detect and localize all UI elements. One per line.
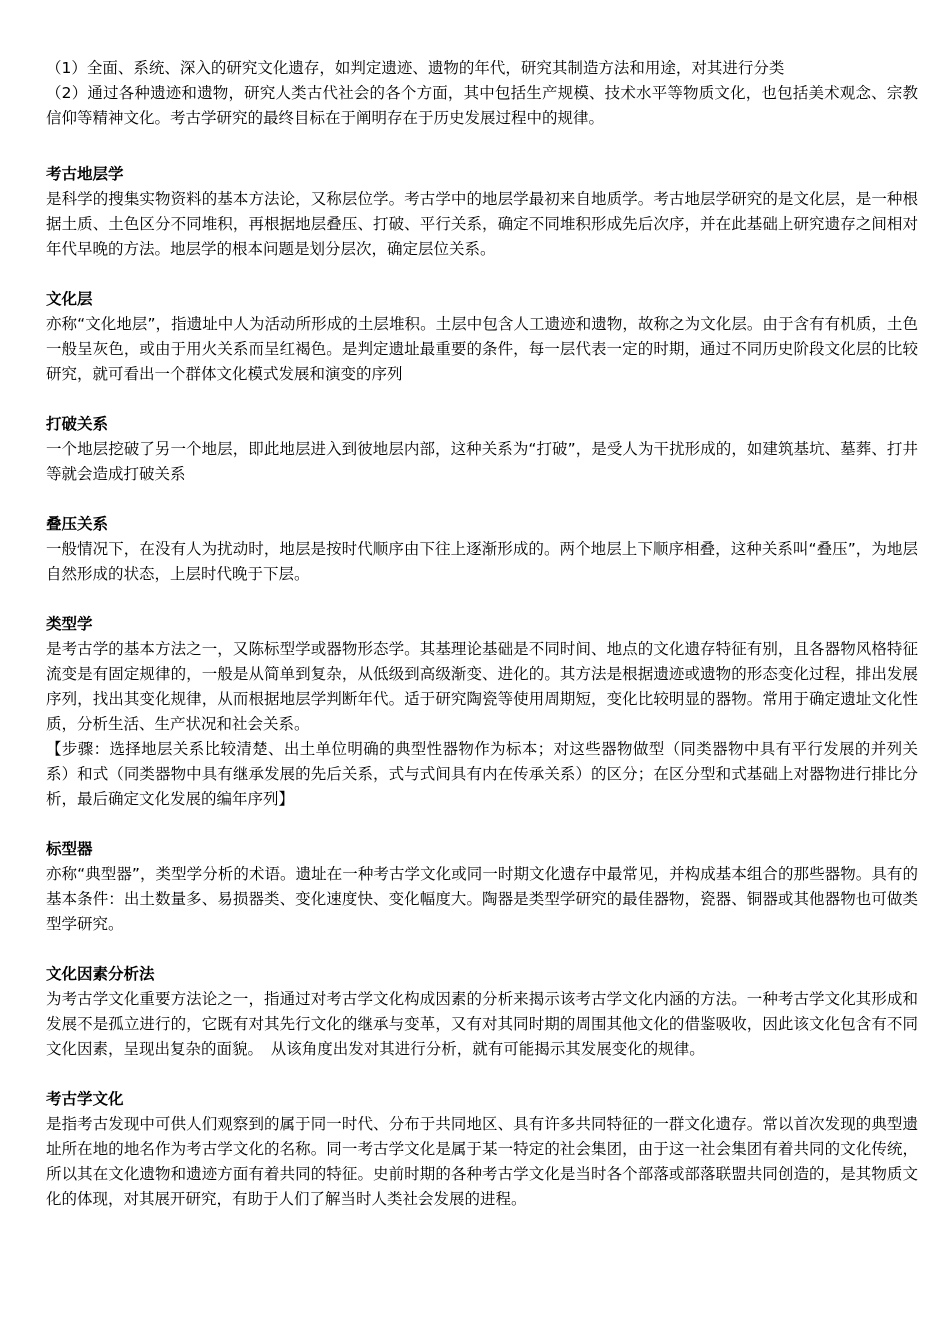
document-page [46, 56, 918, 1237]
entry-archaeological-culture [46, 1087, 918, 1212]
entry-definition: 是指考古发现中可供人们观察到的属于同一时代、分布于共同地区、具有许多共同特征的一群文化遗存。常以首次发现的典型遗址所在地的地名作为考古学文化的名称。同一考古学文化是属于某一特定的社会集团，由于这一社会集团有着共同的文化传统，所以其在文化遗物和遗迹方面有着共同的特征。史前时期的各种考古学文化是当时各个部落或部落联盟共同创造的，是其物质文化的体现，对其展开研究，有助于人们了解当时人类社会发展的进程。 [46, 1115, 918, 1208]
entry-cultural-factor-analysis [46, 962, 918, 1062]
entry-steps: 【步骤：选择地层关系比较清楚、出土单位明确的典型性器物作为标本；对这些器物做型（同类器物中具有平行发展的并列关系）和式（同类器物中具有继承发展的先后关系，式与式间具有内在传承关系）的区分；在区分型和式基础上对器物进行排比分析，最后确定文化发展的编年序列】 [46, 740, 918, 808]
entry-definition: 一个地层挖破了另一个地层，即此地层进入到彼地层内部，这种关系为“打破”，是受人为干扰形成的，如建筑基坑、墓葬、打井等就会造成打破关系 [46, 440, 918, 483]
entry-superposition-relation [46, 512, 918, 587]
entry-term: 考古学文化 [46, 1090, 124, 1108]
intro-section [46, 56, 918, 131]
intro-point-1: （1）全面、系统、深入的研究文化遗存，如判定遗迹、遗物的年代，研究其制造方法和用途，对其进行分类 [46, 59, 785, 77]
entry-definition: 一般情况下，在没有人为扰动时，地层是按时代顺序由下往上逐渐形成的。两个地层上下顺序相叠，这种关系叫“叠压”，为地层自然形成的状态，上层时代晚于下层。 [46, 540, 918, 583]
entry-typology [46, 612, 918, 812]
entry-definition: 是科学的搜集实物资料的基本方法论，又称层位学。考古学中的地层学最初来自地质学。考古地层学研究的是文化层，是一种根据土质、土色区分不同堆积，再根据地层叠压、打破、平行关系，确定不同堆积形成先后次序，并在此基础上研究遗存之间相对年代早晚的方法。地层学的根本问题是划分层次，确定层位关系。 [46, 190, 918, 258]
entry-term: 文化因素分析法 [46, 965, 155, 983]
entry-intrusion-relation [46, 412, 918, 487]
intro-point-2: （2）通过各种遗迹和遗物，研究人类古代社会的各个方面，其中包括生产规模、技术水平等物质文化，也包括美术观念、宗教信仰等精神文化。考古学研究的最终目标在于阐明存在于历史发展过程中的规律。 [46, 84, 918, 127]
entry-term: 考古地层学 [46, 165, 124, 183]
entry-definition: 是考古学的基本方法之一，又陈标型学或器物形态学。其基理论基础是不同时间、地点的文化遗存特征有别，且各器物风格特征流变是有固定规律的，一般是从简单到复杂，从低级到高级渐变、进化的。其方法是根据遗迹或遗物的形态变化过程，排出发展序列，找出其变化规律，从而根据地层学判断年代。适于研究陶瓷等使用周期短，变化比较明显的器物。常用于确定遗址文化性质，分析生活、生产状况和社会关系。 [46, 640, 918, 733]
entry-definition: 亦称“典型器”，类型学分析的术语。遗址在一种考古学文化或同一时期文化遗存中最常见，并构成基本组合的那些器物。具有的基本条件：出土数量多、易损器类、变化速度快、变化幅度大。陶器是类型学研究的最佳器物，瓷器、铜器或其他器物也可做类型学研究。 [46, 865, 918, 933]
entry-stratigraphy [46, 162, 918, 262]
entry-definition: 亦称“文化地层”，指遗址中人为活动所形成的土层堆积。土层中包含人工遗迹和遗物，故称之为文化层。由于含有有机质，土色一般呈灰色，或由于用火关系而呈红褐色。是判定遗址最重要的条件，每一层代表一定的时期，通过不同历史阶段文化层的比较研究，就可看出一个群体文化模式发展和演变的序列 [46, 315, 918, 383]
entry-type-artifact [46, 837, 918, 937]
entry-term: 文化层 [46, 290, 93, 308]
entry-term: 标型器 [46, 840, 93, 858]
entry-cultural-layer [46, 287, 918, 387]
entry-term: 类型学 [46, 615, 93, 633]
entry-term: 打破关系 [46, 415, 109, 433]
entry-term: 叠压关系 [46, 515, 109, 533]
entry-definition: 为考古学文化重要方法论之一，指通过对考古学文化构成因素的分析来揭示该考古学文化内涵的方法。一种考古学文化其形成和发展不是孤立进行的，它既有对其先行文化的继承与变革，又有对其同时期的周围其他文化的借鉴吸收，因此该文化包含有不同文化因素，呈现出复杂的面貌。 从该角度出发对其进行分析，就有可能揭示其发展变化的规律。 [46, 990, 918, 1058]
